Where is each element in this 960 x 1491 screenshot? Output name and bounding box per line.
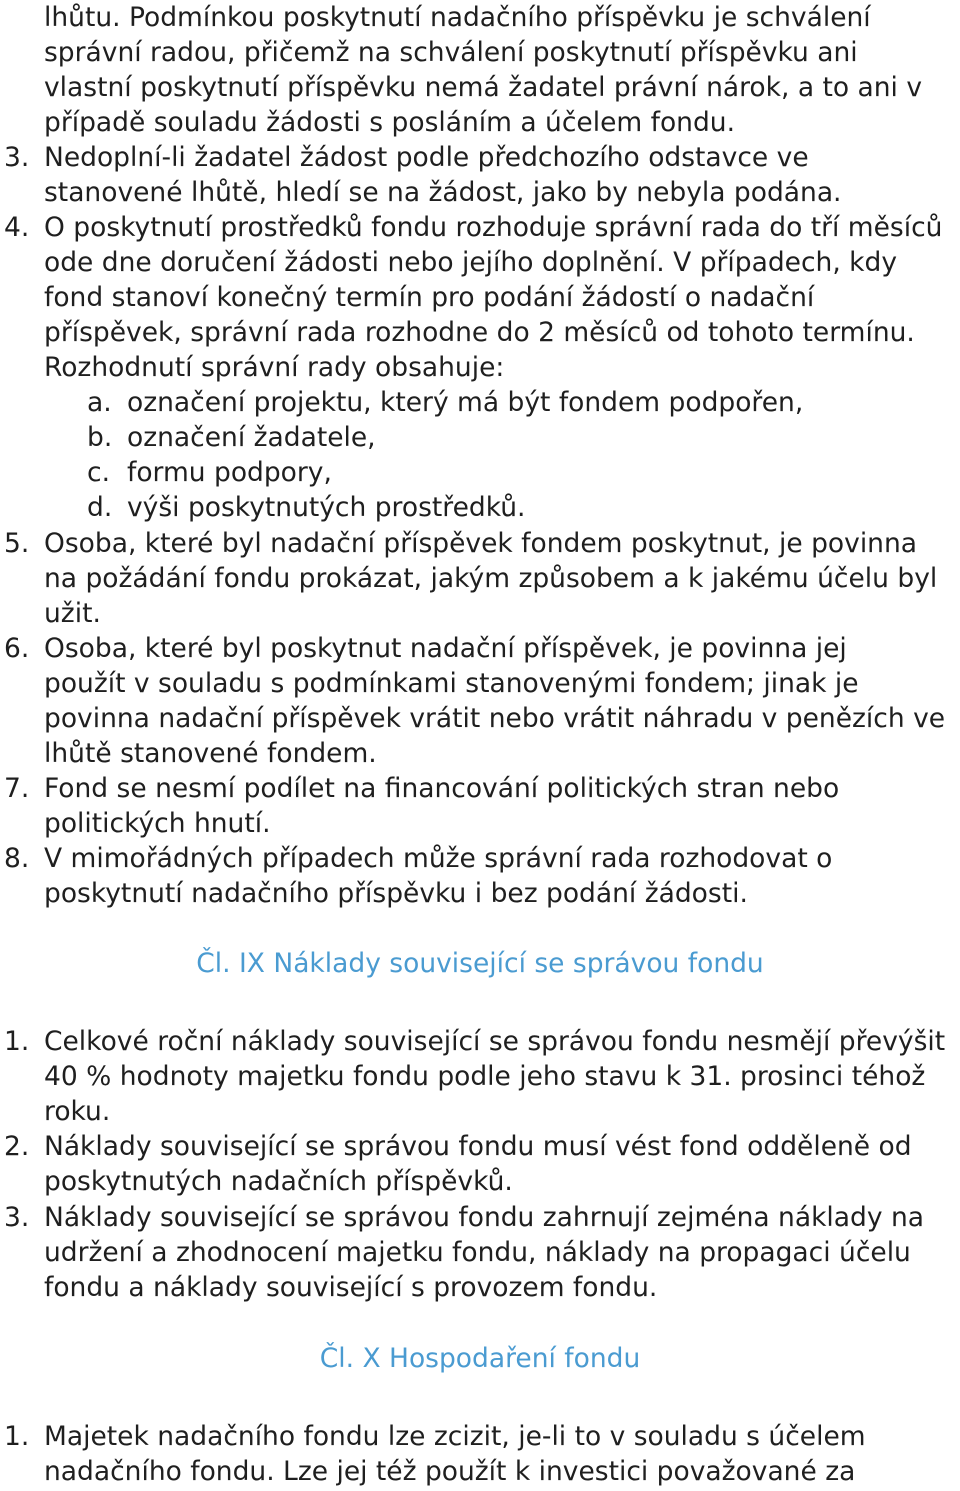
item-number: 3. (4, 1202, 30, 1233)
text-line: fond stanoví konečný termín pro podání žádostí o nadační (44, 282, 815, 313)
sub-item-letter: a. (87, 387, 112, 418)
text-line: V mimořádných případech může správní rada rozhodovat o (44, 843, 833, 874)
text-line: Rozhodnutí správní rady obsahuje: (44, 352, 505, 383)
text-line: vlastní poskytnutí příspěvku nemá žadatel právní nárok, a to ani v (44, 72, 923, 103)
text-line: roku. (44, 1096, 111, 1127)
text-line: příspěvek, správní rada rozhodne do 2 měsíců od tohoto termínu. (44, 317, 915, 348)
text-line: O poskytnutí prostředků fondu rozhoduje správní rada do tří měsíců (44, 212, 943, 243)
section-heading: Čl. X Hospodaření fondu (319, 1343, 641, 1374)
text-line: případě souladu žádosti s posláním a účelem fondu. (44, 107, 735, 138)
text-line: lhůtu. Podmínkou poskytnutí nadačního příspěvku je schválení (44, 2, 871, 33)
text-line: správní radou, přičemž na schválení poskytnutí příspěvku ani (44, 37, 858, 68)
text-line: Osoba, které byl nadační příspěvek fondem poskytnut, je povinna (44, 528, 918, 559)
text-line: lhůtě stanovené fondem. (44, 738, 377, 769)
text-line: stanovené lhůtě, hledí se na žádost, jako by nebyla podána. (44, 177, 842, 208)
text-line: Celkové roční náklady související se správou fondu nesmějí převýšit (44, 1026, 946, 1057)
text-line: Nedoplní-li žadatel žádost podle předchozího odstavce ve (44, 142, 809, 173)
item-number: 6. (4, 633, 30, 664)
sub-item-letter: b. (87, 422, 113, 453)
text-line: ode dne doručení žádosti nebo jejího doplnění. V případech, kdy (44, 247, 898, 278)
text-line: na požádání fondu prokázat, jakým způsobem a k jakému účelu byl (44, 563, 938, 594)
sub-item-text: formu podpory, (127, 457, 332, 488)
text-line: 40 % hodnoty majetku fondu podle jeho stavu k 31. prosinci téhož (44, 1061, 926, 1092)
item-number: 1. (4, 1421, 30, 1452)
text-line: Náklady související se správou fondu musí vést fond odděleně od (44, 1131, 912, 1162)
section-heading: Čl. IX Náklady související se správou fondu (196, 948, 764, 979)
text-line: politických hnutí. (44, 808, 271, 839)
text-line: nadačního fondu. Lze jej též použít k investici považované za (44, 1456, 856, 1487)
sub-item-text: označení žadatele, (127, 422, 376, 453)
text-line: fondu a náklady související s provozem fondu. (44, 1272, 658, 1303)
text-line: Majetek nadačního fondu lze zcizit, je-li to v souladu s účelem (44, 1421, 866, 1452)
intro-paragraph (44, 0, 960, 140)
sub-item-text: označení projektu, který má být fondem podpořen, (127, 387, 804, 418)
item-number: 8. (4, 843, 30, 874)
text-line: užit. (44, 598, 101, 629)
sub-item-letter: c. (87, 457, 110, 488)
text-line: použít v souladu s podmínkami stanovenými fondem; jinak je (44, 668, 859, 699)
item-number: 5. (4, 528, 30, 559)
item-number: 1. (4, 1026, 30, 1057)
text-line: Osoba, které byl poskytnut nadační příspěvek, je povinna jej (44, 633, 847, 664)
text-line: poskytnutí nadačního příspěvku i bez podání žádosti. (44, 878, 748, 909)
text-line: Náklady související se správou fondu zahrnují zejména náklady na (44, 1202, 924, 1233)
text-line: udržení a zhodnocení majetku fondu, náklady na propagaci účelu (44, 1237, 911, 1268)
sub-item-text: výši poskytnutých prostředků. (127, 492, 526, 523)
text-line: Fond se nesmí podílet na financování politických stran nebo (44, 773, 840, 804)
sub-item-letter: d. (87, 492, 113, 523)
text-line: poskytnutých nadačních příspěvků. (44, 1166, 513, 1197)
text-line: povinna nadační příspěvek vrátit nebo vrátit náhradu v penězích ve (44, 703, 946, 734)
item-number: 7. (4, 773, 30, 804)
item-number: 3. (4, 142, 30, 173)
item-number: 2. (4, 1131, 30, 1162)
item-number: 4. (4, 212, 30, 243)
